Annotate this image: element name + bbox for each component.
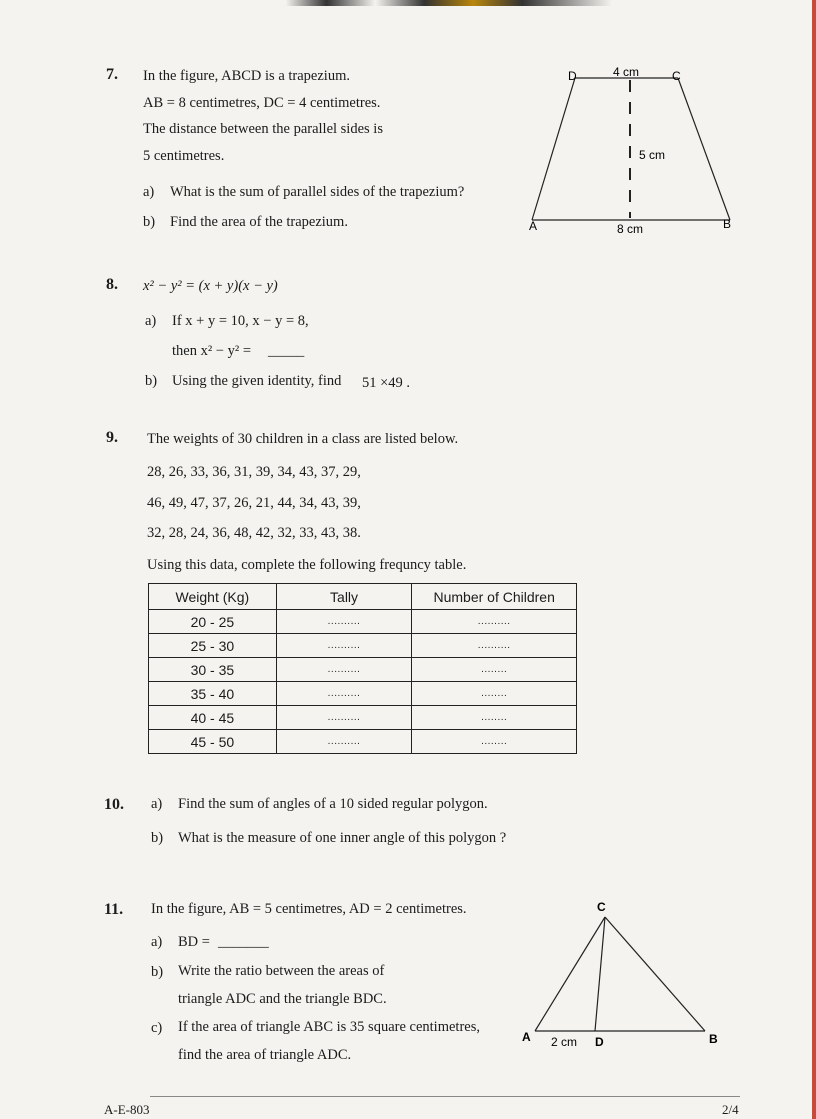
table-row (149, 634, 577, 658)
weight-cell: 45 - 50 (149, 730, 277, 754)
vertex-b-label: B (723, 217, 732, 231)
top-edge-band (0, 0, 816, 6)
height-label: 5 cm (639, 148, 666, 162)
q11-b-text1: Write the ratio between the areas of (178, 963, 385, 979)
count-cell[interactable]: ........ (412, 730, 577, 754)
q11-intro: In the figure, AB = 5 centimetres, AD = 2 centimetres. (151, 901, 467, 917)
triangle-figure (515, 895, 730, 1055)
q7-a-text: What is the sum of parallel sides of the trapezium? (170, 184, 465, 200)
vertex-a-label: A (529, 219, 538, 233)
q10-b-text: What is the measure of one inner angle of this polygon ? (178, 830, 507, 846)
q11-c-label: c) (151, 1020, 163, 1036)
q11-b-label: b) (151, 964, 164, 980)
q10-a-text: Find the sum of angles of a 10 sided regular polygon. (178, 796, 488, 812)
q8-b-expression: 51 ×49 . (362, 375, 411, 391)
count-cell[interactable]: .......... (412, 610, 577, 634)
q8-a-label: a) (145, 313, 157, 329)
q9-intro: The weights of 30 children in a class are listed below. (147, 431, 459, 447)
table-row (149, 730, 577, 754)
q9-number: 9. (106, 429, 118, 446)
top-length-label: 4 cm (613, 65, 640, 79)
q7-line3: The distance between the parallel sides is (143, 121, 383, 137)
frequency-table (148, 583, 577, 754)
tally-cell[interactable]: .......... (276, 682, 412, 706)
footer-page: 2/4 (722, 1102, 739, 1117)
q11-a-blank: _______ (218, 934, 269, 950)
vertex-c-label: C (597, 900, 606, 914)
trapezium-figure (520, 58, 750, 238)
triangle-side-ac (535, 917, 605, 1031)
q8-a-then: then x² − y² = (172, 343, 252, 359)
q9-instruction: Using this data, complete the following frequncy table. (147, 557, 467, 573)
count-cell[interactable]: ........ (412, 682, 577, 706)
vertex-c-label: C (672, 69, 681, 83)
footer-code: A-E-803 (104, 1102, 150, 1117)
trapezium-side-ad (532, 78, 575, 220)
tally-cell[interactable]: .......... (276, 658, 412, 682)
q8-identity: x² − y² = (x + y)(x − y) (143, 278, 278, 294)
header-number: Number of Children (412, 584, 577, 610)
table-row (149, 658, 577, 682)
triangle-side-cb (605, 917, 705, 1031)
count-cell[interactable]: ........ (412, 706, 577, 730)
count-cell[interactable]: ........ (412, 658, 577, 682)
q9-data-line2: 46, 49, 47, 37, 26, 21, 44, 34, 43, 39, (147, 495, 361, 511)
q7-line1: In the figure, ABCD is a trapezium. (143, 68, 350, 84)
weight-cell: 35 - 40 (149, 682, 277, 706)
q7-b-text: Find the area of the trapezium. (170, 214, 348, 230)
q8-b-label: b) (145, 373, 158, 389)
table-row (149, 706, 577, 730)
vertex-a-label: A (522, 1030, 531, 1044)
q7-number: 7. (106, 66, 118, 83)
q11-a-text: BD = (178, 934, 210, 950)
weight-cell: 20 - 25 (149, 610, 277, 634)
bottom-length-label: 8 cm (617, 222, 644, 236)
footer-divider (150, 1096, 740, 1097)
q8-a-blank: _____ (268, 343, 305, 359)
count-cell[interactable]: .......... (412, 634, 577, 658)
tally-cell[interactable]: .......... (276, 634, 412, 658)
table-row (149, 682, 577, 706)
header-tally: Tally (276, 584, 412, 610)
q11-c-text2: find the area of triangle ADC. (178, 1047, 352, 1063)
q8-number: 8. (106, 276, 118, 293)
trapezium-side-cb (678, 78, 730, 220)
q7-line4: 5 centimetres. (143, 148, 225, 164)
q11-c-text1: If the area of triangle ABC is 35 square centimetres, (178, 1019, 480, 1035)
weight-cell: 40 - 45 (149, 706, 277, 730)
weight-cell: 30 - 35 (149, 658, 277, 682)
ad-length-label: 2 cm (551, 1035, 578, 1049)
q11-a-label: a) (151, 934, 163, 950)
vertex-d-label: D (595, 1035, 604, 1049)
q7-line2: AB = 8 centimetres, DC = 4 centimetres. (143, 95, 381, 111)
tally-cell[interactable]: .......... (276, 706, 412, 730)
tally-cell[interactable]: .......... (276, 730, 412, 754)
tally-cell[interactable]: .......... (276, 610, 412, 634)
q9-data-line1: 28, 26, 33, 36, 31, 39, 34, 43, 37, 29, (147, 464, 361, 480)
weight-cell: 25 - 30 (149, 634, 277, 658)
q10-b-label: b) (151, 830, 164, 846)
header-weight: Weight (Kg) (149, 584, 277, 610)
triangle-cevian-cd (595, 917, 605, 1031)
q8-b-text: Using the given identity, find (172, 373, 342, 389)
q10-number: 10. (104, 796, 124, 813)
vertex-d-label: D (568, 69, 577, 83)
q8-a-text: If x + y = 10, x − y = 8, (172, 313, 309, 329)
q11-b-text2: triangle ADC and the triangle BDC. (178, 991, 387, 1007)
q9-data-line3: 32, 28, 24, 36, 48, 42, 32, 33, 43, 38. (147, 525, 361, 541)
page-right-edge (812, 0, 816, 1119)
table-row (149, 610, 577, 634)
vertex-b-label: B (709, 1032, 718, 1046)
q7-b-label: b) (143, 214, 156, 230)
q7-a-label: a) (143, 184, 155, 200)
table-header-row (149, 584, 577, 610)
q10-a-label: a) (151, 796, 163, 812)
q11-number: 11. (104, 901, 124, 918)
